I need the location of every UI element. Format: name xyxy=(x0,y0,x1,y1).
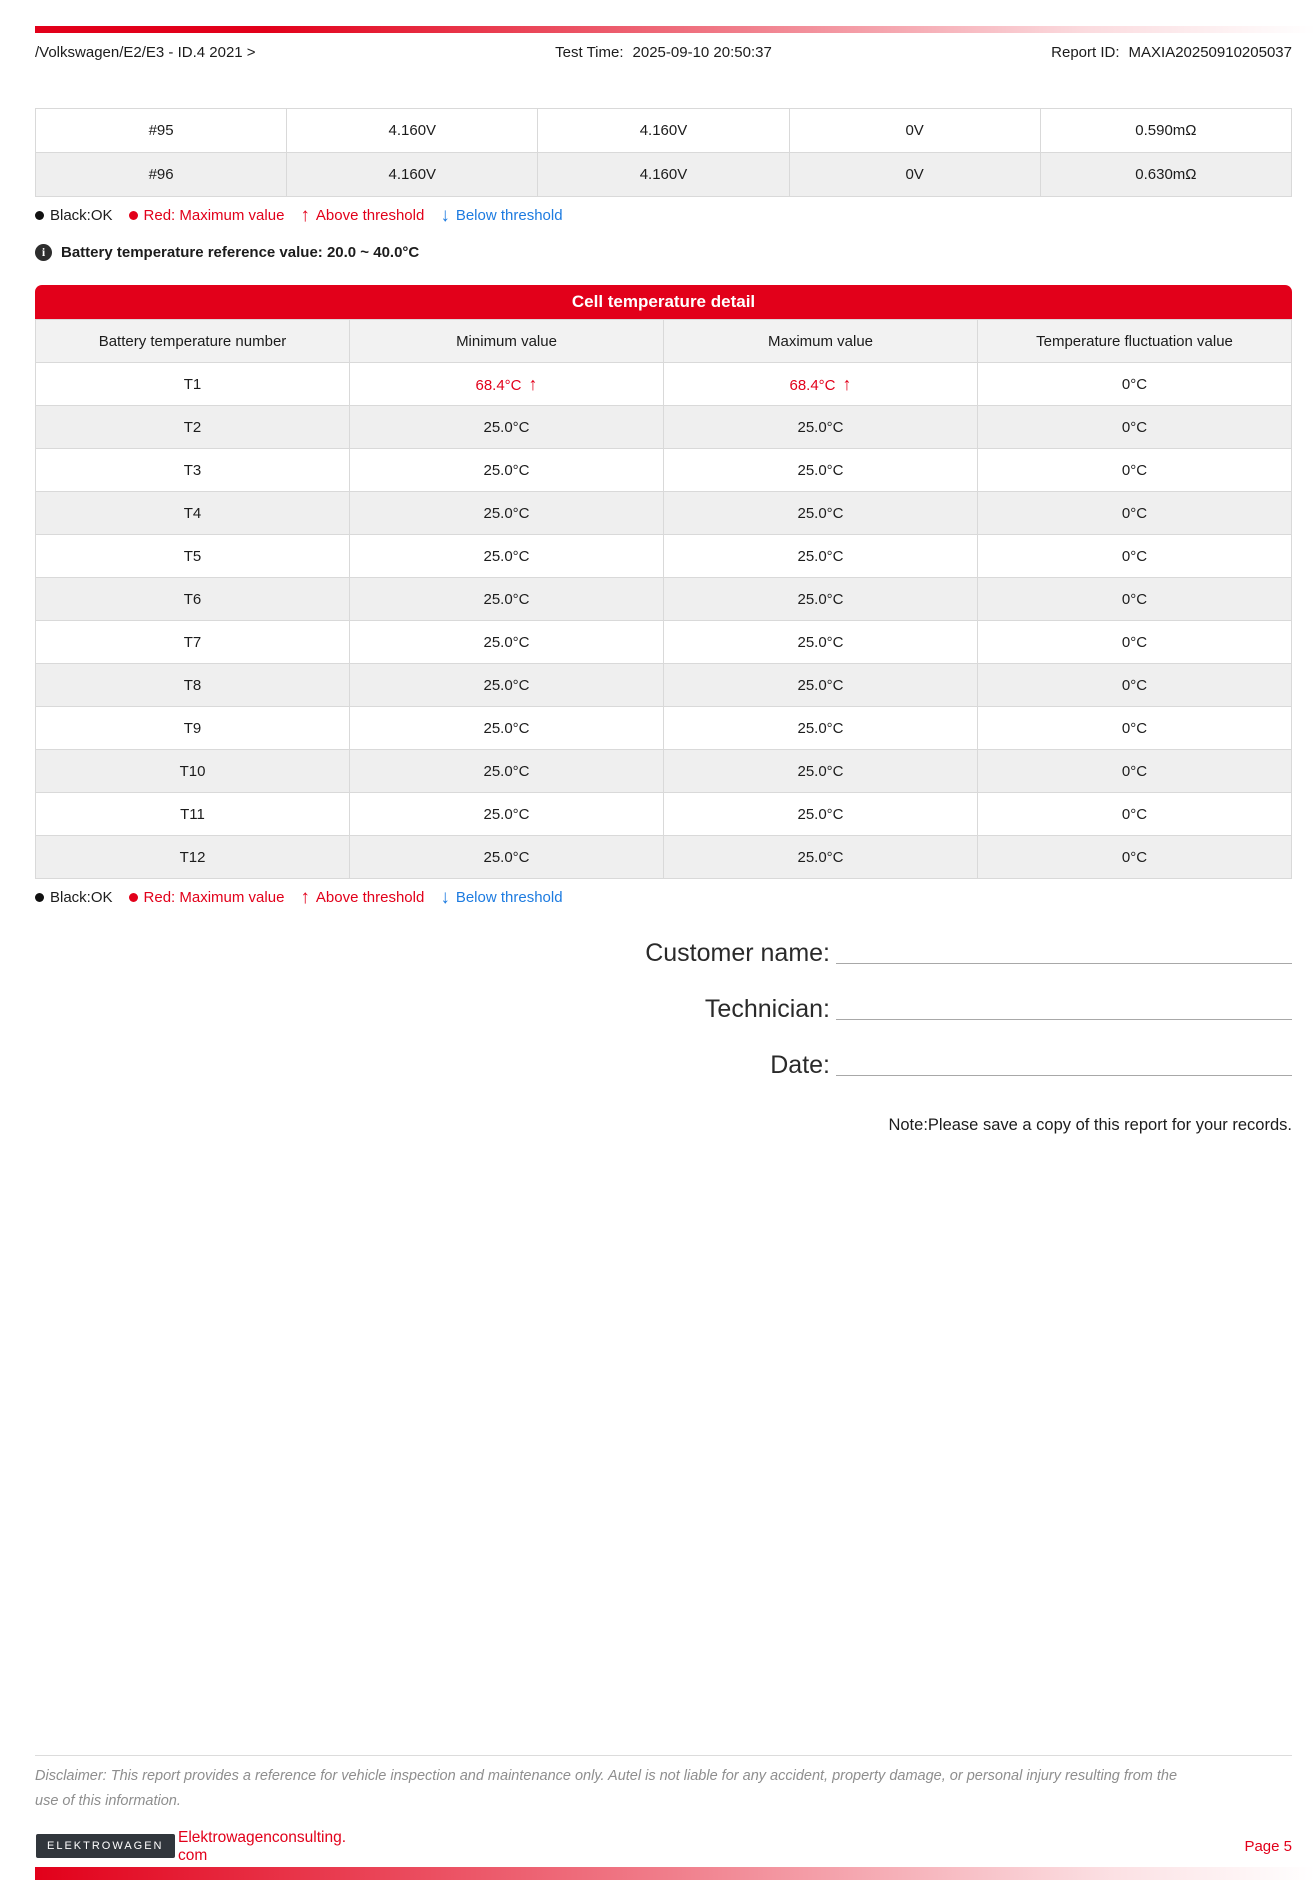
temp-table-value: 25.0°C xyxy=(350,750,664,793)
temp-table-value: 25.0°C xyxy=(350,664,664,707)
temp-table-value: 25.0°C xyxy=(664,707,978,750)
legend-red-label: Red: Maximum value xyxy=(143,207,285,224)
temp-table-value: 25.0°C xyxy=(664,535,978,578)
cell-voltage-table-body xyxy=(36,109,1292,197)
temp-table-value: 68.4°C ↑ xyxy=(350,363,664,406)
technician-signature-line[interactable] xyxy=(836,1019,1292,1020)
cell-voltage-row xyxy=(36,153,1292,197)
temp-table-value: 0°C xyxy=(978,707,1292,750)
temp-table-value: 25.0°C xyxy=(664,793,978,836)
temp-table-row xyxy=(36,449,1292,492)
temp-table-row xyxy=(36,707,1292,750)
temp-table-row xyxy=(36,535,1292,578)
temp-sensor-number: T11 xyxy=(36,793,350,836)
cell-voltage-value: 4.160V xyxy=(287,109,538,153)
report-id-value: MAXIA20250910205037 xyxy=(1128,44,1292,61)
temp-table-column-header: Battery temperature number xyxy=(36,320,350,363)
temp-table-value: 25.0°C xyxy=(350,535,664,578)
cell-voltage-value: 4.160V xyxy=(287,153,538,197)
temp-table-row xyxy=(36,406,1292,449)
temp-table-value: 25.0°C xyxy=(664,578,978,621)
temp-table-value: 0°C xyxy=(978,621,1292,664)
legend-above-label: Above threshold xyxy=(315,889,425,906)
red-dot-icon xyxy=(129,893,138,902)
temp-table-value: 0°C xyxy=(978,664,1292,707)
legend-item-black xyxy=(35,207,113,224)
section-title: Cell temperature detail xyxy=(35,285,1292,319)
website-line2[interactable]: com xyxy=(178,1847,208,1864)
legend-item-black xyxy=(35,889,113,906)
black-dot-icon xyxy=(35,893,44,902)
temp-sensor-number: T9 xyxy=(36,707,350,750)
cell-temperature-section xyxy=(35,285,1292,879)
technician-label: Technician: xyxy=(704,995,830,1023)
website-link[interactable] xyxy=(178,1829,346,1865)
temp-table-row xyxy=(36,363,1292,406)
down-arrow-icon: ↓ xyxy=(440,887,450,908)
temp-table-value: 0°C xyxy=(978,492,1292,535)
temp-table-value: 0°C xyxy=(978,406,1292,449)
cell-voltage-value: 4.160V xyxy=(538,109,789,153)
legend-item-below xyxy=(440,888,562,907)
legend-below-label: Below threshold xyxy=(455,889,563,906)
temp-table-column-header: Minimum value xyxy=(350,320,664,363)
breadcrumb: /Volkswagen/E2/E3 - ID.4 2021 > xyxy=(35,44,256,61)
legend-temperature xyxy=(35,888,563,907)
temp-table-row xyxy=(36,836,1292,879)
legend-below-label: Below threshold xyxy=(455,207,563,224)
cell-voltage-value: 0.630mΩ xyxy=(1040,153,1291,197)
brand-badge: ELEKTROWAGEN xyxy=(36,1834,175,1858)
cell-voltage-value: 0V xyxy=(789,109,1040,153)
temp-table-row xyxy=(36,750,1292,793)
legend-red-label: Red: Maximum value xyxy=(143,889,285,906)
customer-name-signature-line[interactable] xyxy=(836,963,1292,964)
temp-table-value: 0°C xyxy=(978,836,1292,879)
temp-table-value: 0°C xyxy=(978,449,1292,492)
temp-table-value: 25.0°C xyxy=(350,492,664,535)
cell-voltage-value: #96 xyxy=(36,153,287,197)
temp-table-row xyxy=(36,621,1292,664)
legend-item-above xyxy=(300,888,424,907)
temp-sensor-number: T7 xyxy=(36,621,350,664)
save-copy-note: Note:Please save a copy of this report for your records. xyxy=(888,1116,1292,1134)
legend-item-above xyxy=(300,206,424,225)
temp-sensor-number: T3 xyxy=(36,449,350,492)
temp-table-value: 25.0°C xyxy=(350,578,664,621)
report-header xyxy=(35,44,1292,64)
test-time-value: 2025-09-10 20:50:37 xyxy=(632,44,772,61)
date-row xyxy=(400,1044,1292,1080)
temp-sensor-number: T1 xyxy=(36,363,350,406)
legend-item-red xyxy=(129,207,285,224)
report-id xyxy=(1051,44,1292,61)
temp-table-value: 25.0°C xyxy=(664,836,978,879)
red-dot-icon xyxy=(129,211,138,220)
temp-table-row xyxy=(36,492,1292,535)
up-arrow-icon: ↑ xyxy=(300,887,310,908)
legend-voltage xyxy=(35,206,563,225)
temp-table-value: 25.0°C xyxy=(350,793,664,836)
temp-table-value: 25.0°C xyxy=(350,707,664,750)
temp-table-column-header: Temperature fluctuation value xyxy=(978,320,1292,363)
cell-voltage-row xyxy=(36,109,1292,153)
website-line1[interactable]: Elektrowagenconsulting. xyxy=(178,1829,347,1846)
temp-sensor-number: T12 xyxy=(36,836,350,879)
page-number: Page 5 xyxy=(1244,1838,1292,1855)
info-icon: i xyxy=(35,244,52,261)
temp-table-value: 0°C xyxy=(978,535,1292,578)
temp-table-value: 0°C xyxy=(978,578,1292,621)
date-label: Date: xyxy=(770,1051,830,1079)
temp-sensor-number: T8 xyxy=(36,664,350,707)
temp-table-value: 0°C xyxy=(978,363,1292,406)
legend-item-red xyxy=(129,889,285,906)
up-arrow-icon: ↑ xyxy=(528,373,538,394)
bottom-accent-bar xyxy=(35,1867,1316,1880)
legend-item-below xyxy=(440,206,562,225)
temp-table-value: 25.0°C xyxy=(350,621,664,664)
temp-table-value: 25.0°C xyxy=(664,492,978,535)
temp-table-value: 25.0°C xyxy=(664,406,978,449)
disclaimer-text: Disclaimer: This report provides a reference for vehicle inspection and maintenance only. Autel is not liable for any accident, property damage, or personal injury resulting from the use of this information. xyxy=(35,1768,1178,1809)
legend-black-label: Black:OK xyxy=(50,889,113,906)
cell-voltage-value: 0V xyxy=(789,153,1040,197)
report-id-label: Report ID: xyxy=(1051,44,1120,61)
temp-sensor-number: T4 xyxy=(36,492,350,535)
black-dot-icon xyxy=(35,211,44,220)
temperature-reference-info xyxy=(35,244,419,261)
customer-name-label: Customer name: xyxy=(645,939,830,967)
test-time-label: Test Time: xyxy=(555,44,624,61)
temperature-reference-text: Battery temperature reference value: 20.0 ~ 40.0°C xyxy=(61,244,420,261)
temp-sensor-number: T2 xyxy=(36,406,350,449)
top-accent-bar xyxy=(35,26,1316,33)
cell-voltage-table xyxy=(35,108,1292,197)
legend-black-label: Black:OK xyxy=(50,207,113,224)
temp-table-value: 68.4°C ↑ xyxy=(664,363,978,406)
temp-table-value: 25.0°C xyxy=(350,836,664,879)
temp-table-value: 25.0°C xyxy=(664,664,978,707)
up-arrow-icon: ↑ xyxy=(300,205,310,226)
temp-sensor-number: T5 xyxy=(36,535,350,578)
cell-voltage-value: 0.590mΩ xyxy=(1040,109,1291,153)
temp-table-row xyxy=(36,664,1292,707)
temp-table-row xyxy=(36,793,1292,836)
cell-voltage-value: 4.160V xyxy=(538,153,789,197)
temp-table-row xyxy=(36,578,1292,621)
temp-table-value: 0°C xyxy=(978,750,1292,793)
temp-table-value: 0°C xyxy=(978,793,1292,836)
temp-sensor-number: T10 xyxy=(36,750,350,793)
up-arrow-icon: ↑ xyxy=(842,373,852,394)
temp-sensor-number: T6 xyxy=(36,578,350,621)
temp-table-value: 25.0°C xyxy=(664,449,978,492)
temp-table-header-row xyxy=(36,320,1292,363)
temp-table-value: 25.0°C xyxy=(350,449,664,492)
footer-divider xyxy=(35,1755,1292,1756)
temp-table-column-header: Maximum value xyxy=(664,320,978,363)
temp-table-value: 25.0°C xyxy=(350,406,664,449)
date-signature-line[interactable] xyxy=(836,1075,1292,1076)
down-arrow-icon: ↓ xyxy=(440,205,450,226)
cell-temperature-table xyxy=(35,319,1292,879)
technician-row xyxy=(400,988,1292,1024)
cell-voltage-value: #95 xyxy=(36,109,287,153)
temp-table-body xyxy=(36,363,1292,879)
temp-table-value: 25.0°C xyxy=(664,621,978,664)
legend-above-label: Above threshold xyxy=(315,207,425,224)
temp-table-value: 25.0°C xyxy=(664,750,978,793)
customer-name-row xyxy=(400,932,1292,968)
